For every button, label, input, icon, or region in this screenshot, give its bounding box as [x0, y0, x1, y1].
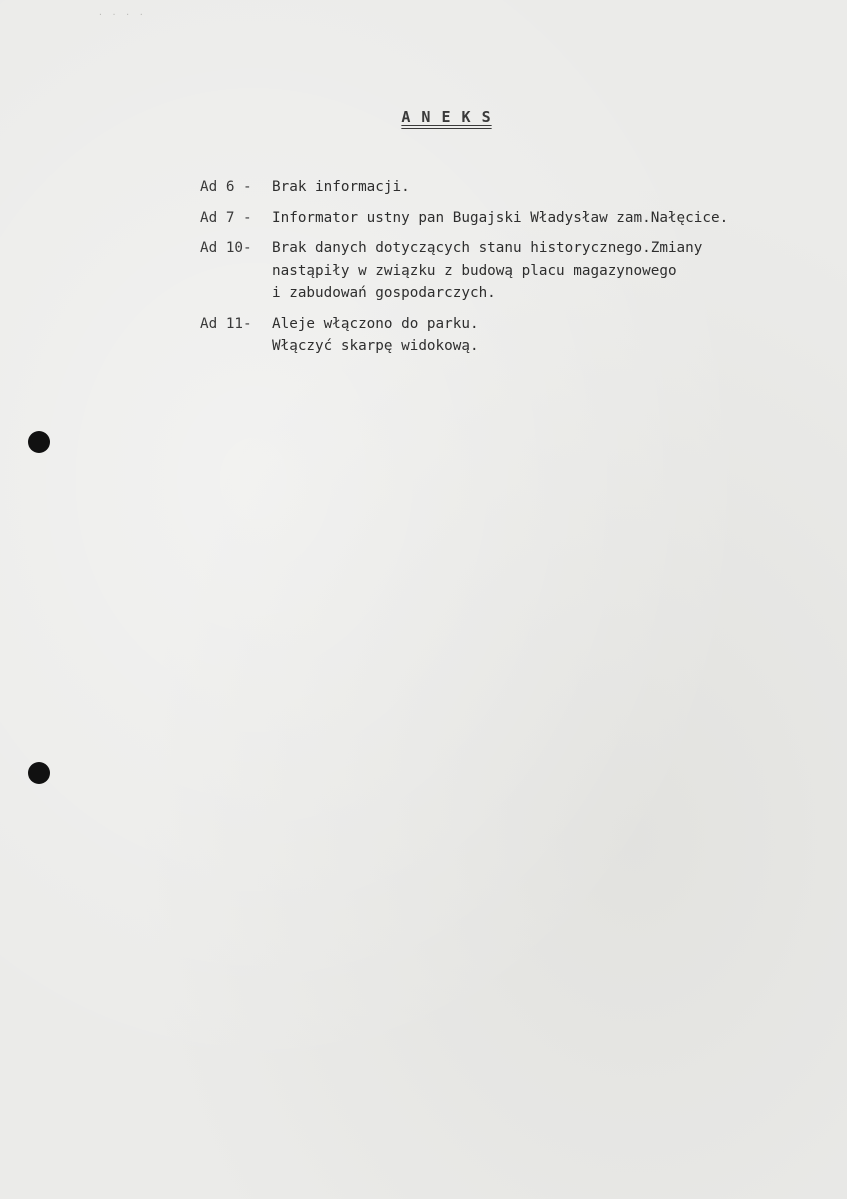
entry-line: Brak danych dotyczących stanu historycznego.Zmiany — [272, 240, 703, 256]
entry-line: nastąpiły w związku z budową placu magazynowego — [272, 262, 677, 279]
document-title — [0, 108, 847, 126]
entry-ad-10 — [200, 237, 840, 305]
entry-label: Ad 10- — [200, 240, 252, 256]
document-title-text: A N E K S — [401, 108, 492, 126]
entry-line: Informator ustny pan Bugajski Władysław zam.Nałęcice. — [272, 209, 729, 226]
entry-line: i zabudowań gospodarczych. — [272, 285, 496, 301]
entry-ad-7 — [200, 207, 840, 230]
entry-ad-6 — [200, 176, 840, 199]
entry-label: Ad 7 - — [200, 209, 252, 226]
entry-line: Brak informacji. — [272, 179, 410, 195]
entry-text — [272, 237, 840, 305]
entry-ad-11 — [200, 313, 840, 358]
entry-text — [272, 313, 840, 358]
faint-corner-marks: · · · · — [98, 10, 146, 19]
annex-entries — [200, 176, 840, 366]
entry-text — [272, 176, 840, 199]
entry-line: Aleje włączono do parku. — [272, 315, 479, 332]
punch-hole — [28, 431, 50, 453]
entry-label: Ad 6 - — [200, 179, 252, 195]
punch-hole — [28, 762, 50, 784]
entry-label: Ad 11- — [200, 315, 252, 332]
entry-text — [272, 207, 840, 230]
entry-line: Włączyć skarpę widokową. — [272, 338, 479, 354]
